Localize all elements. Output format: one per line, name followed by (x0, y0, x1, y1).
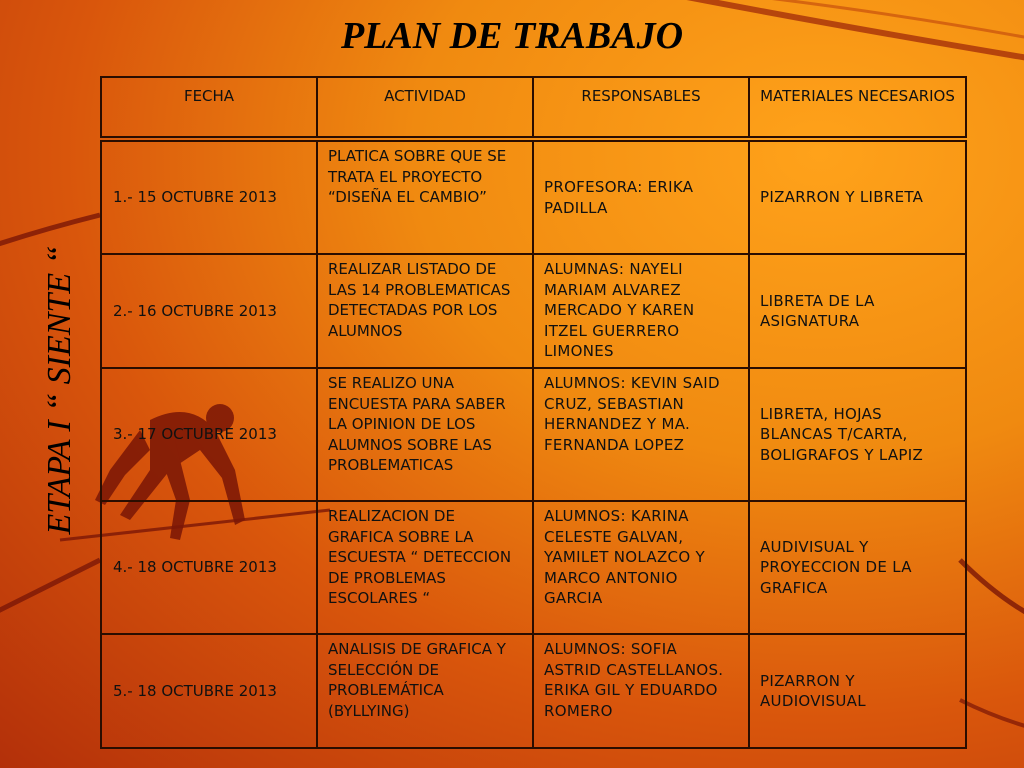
activity-cell: ANALISIS DE GRAFICA Y SELECCIÓN DE PROBLEMÁTICA (BYLLYING) (317, 634, 533, 748)
page-title: PLAN DE TRABAJO (340, 15, 684, 57)
date-cell: 4.- 18 OCTUBRE 2013 (101, 501, 317, 634)
swoosh-left-2 (0, 560, 100, 620)
swoosh-bottom-right-2 (960, 700, 1024, 730)
header-fecha: FECHA (101, 77, 317, 137)
responsible-cell: ALUMNOS: KARINA CELESTE GALVAN, YAMILET NOLAZCO Y MARCO ANTONIO GARCIA (533, 501, 749, 634)
header-responsables: RESPONSABLES (533, 77, 749, 137)
date-cell: 2.- 16 OCTUBRE 2013 (101, 254, 317, 368)
activity-cell: REALIZAR LISTADO DE LAS 14 PROBLEMATICAS DETECTADAS POR LOS ALUMNOS (317, 254, 533, 368)
responsible-cell: ALUMNOS: SOFIA ASTRID CASTELLANOS. ERIKA GIL Y EDUARDO ROMERO (533, 634, 749, 748)
table-row (101, 501, 966, 634)
swoosh-bottom-right (960, 560, 1024, 620)
plan-table (100, 140, 967, 749)
responsible-cell: ALUMNAS: NAYELI MARIAM ALVAREZ MERCADO Y KAREN ITZEL GUERRERO LIMONES (533, 254, 749, 368)
date-cell: 1.- 15 OCTUBRE 2013 (101, 141, 317, 254)
responsible-cell: PROFESORA: ERIKA PADILLA (533, 141, 749, 254)
materials-cell: LIBRETA DE LA ASIGNATURA (749, 254, 966, 368)
materials-cell: LIBRETA, HOJAS BLANCAS T/CARTA, BOLIGRAFOS Y LAPIZ (749, 368, 966, 501)
stage-label: ETAPA I “ SIENTE “ (41, 245, 78, 535)
responsible-cell: ALUMNOS: KEVIN SAID CRUZ, SEBASTIAN HERNANDEZ Y MA. FERNANDA LOPEZ (533, 368, 749, 501)
materials-cell: PIZARRON Y AUDIOVISUAL (749, 634, 966, 748)
header-materiales: MATERIALES NECESARIOS (749, 77, 966, 137)
activity-cell: REALIZACION DE GRAFICA SOBRE LA ESCUESTA “ DETECCION DE PROBLEMAS ESCOLARES “ (317, 501, 533, 634)
table-header (100, 76, 967, 138)
table-row (101, 141, 966, 254)
materials-cell: AUDIVISUAL Y PROYECCION DE LA GRAFICA (749, 501, 966, 634)
activity-cell: PLATICA SOBRE QUE SE TRATA EL PROYECTO “DISEÑA EL CAMBIO” (317, 141, 533, 254)
materials-cell: PIZARRON Y LIBRETA (749, 141, 966, 254)
table-row (101, 368, 966, 501)
date-cell: 5.- 18 OCTUBRE 2013 (101, 634, 317, 748)
activity-cell: SE REALIZO UNA ENCUESTA PARA SABER LA OPINION DE LOS ALUMNOS SOBRE LAS PROBLEMATICAS (317, 368, 533, 501)
header-row (101, 77, 966, 137)
table-row (101, 634, 966, 748)
date-cell: 3.- 17 OCTUBRE 2013 (101, 368, 317, 501)
header-actividad: ACTIVIDAD (317, 77, 533, 137)
table-row (101, 254, 966, 368)
